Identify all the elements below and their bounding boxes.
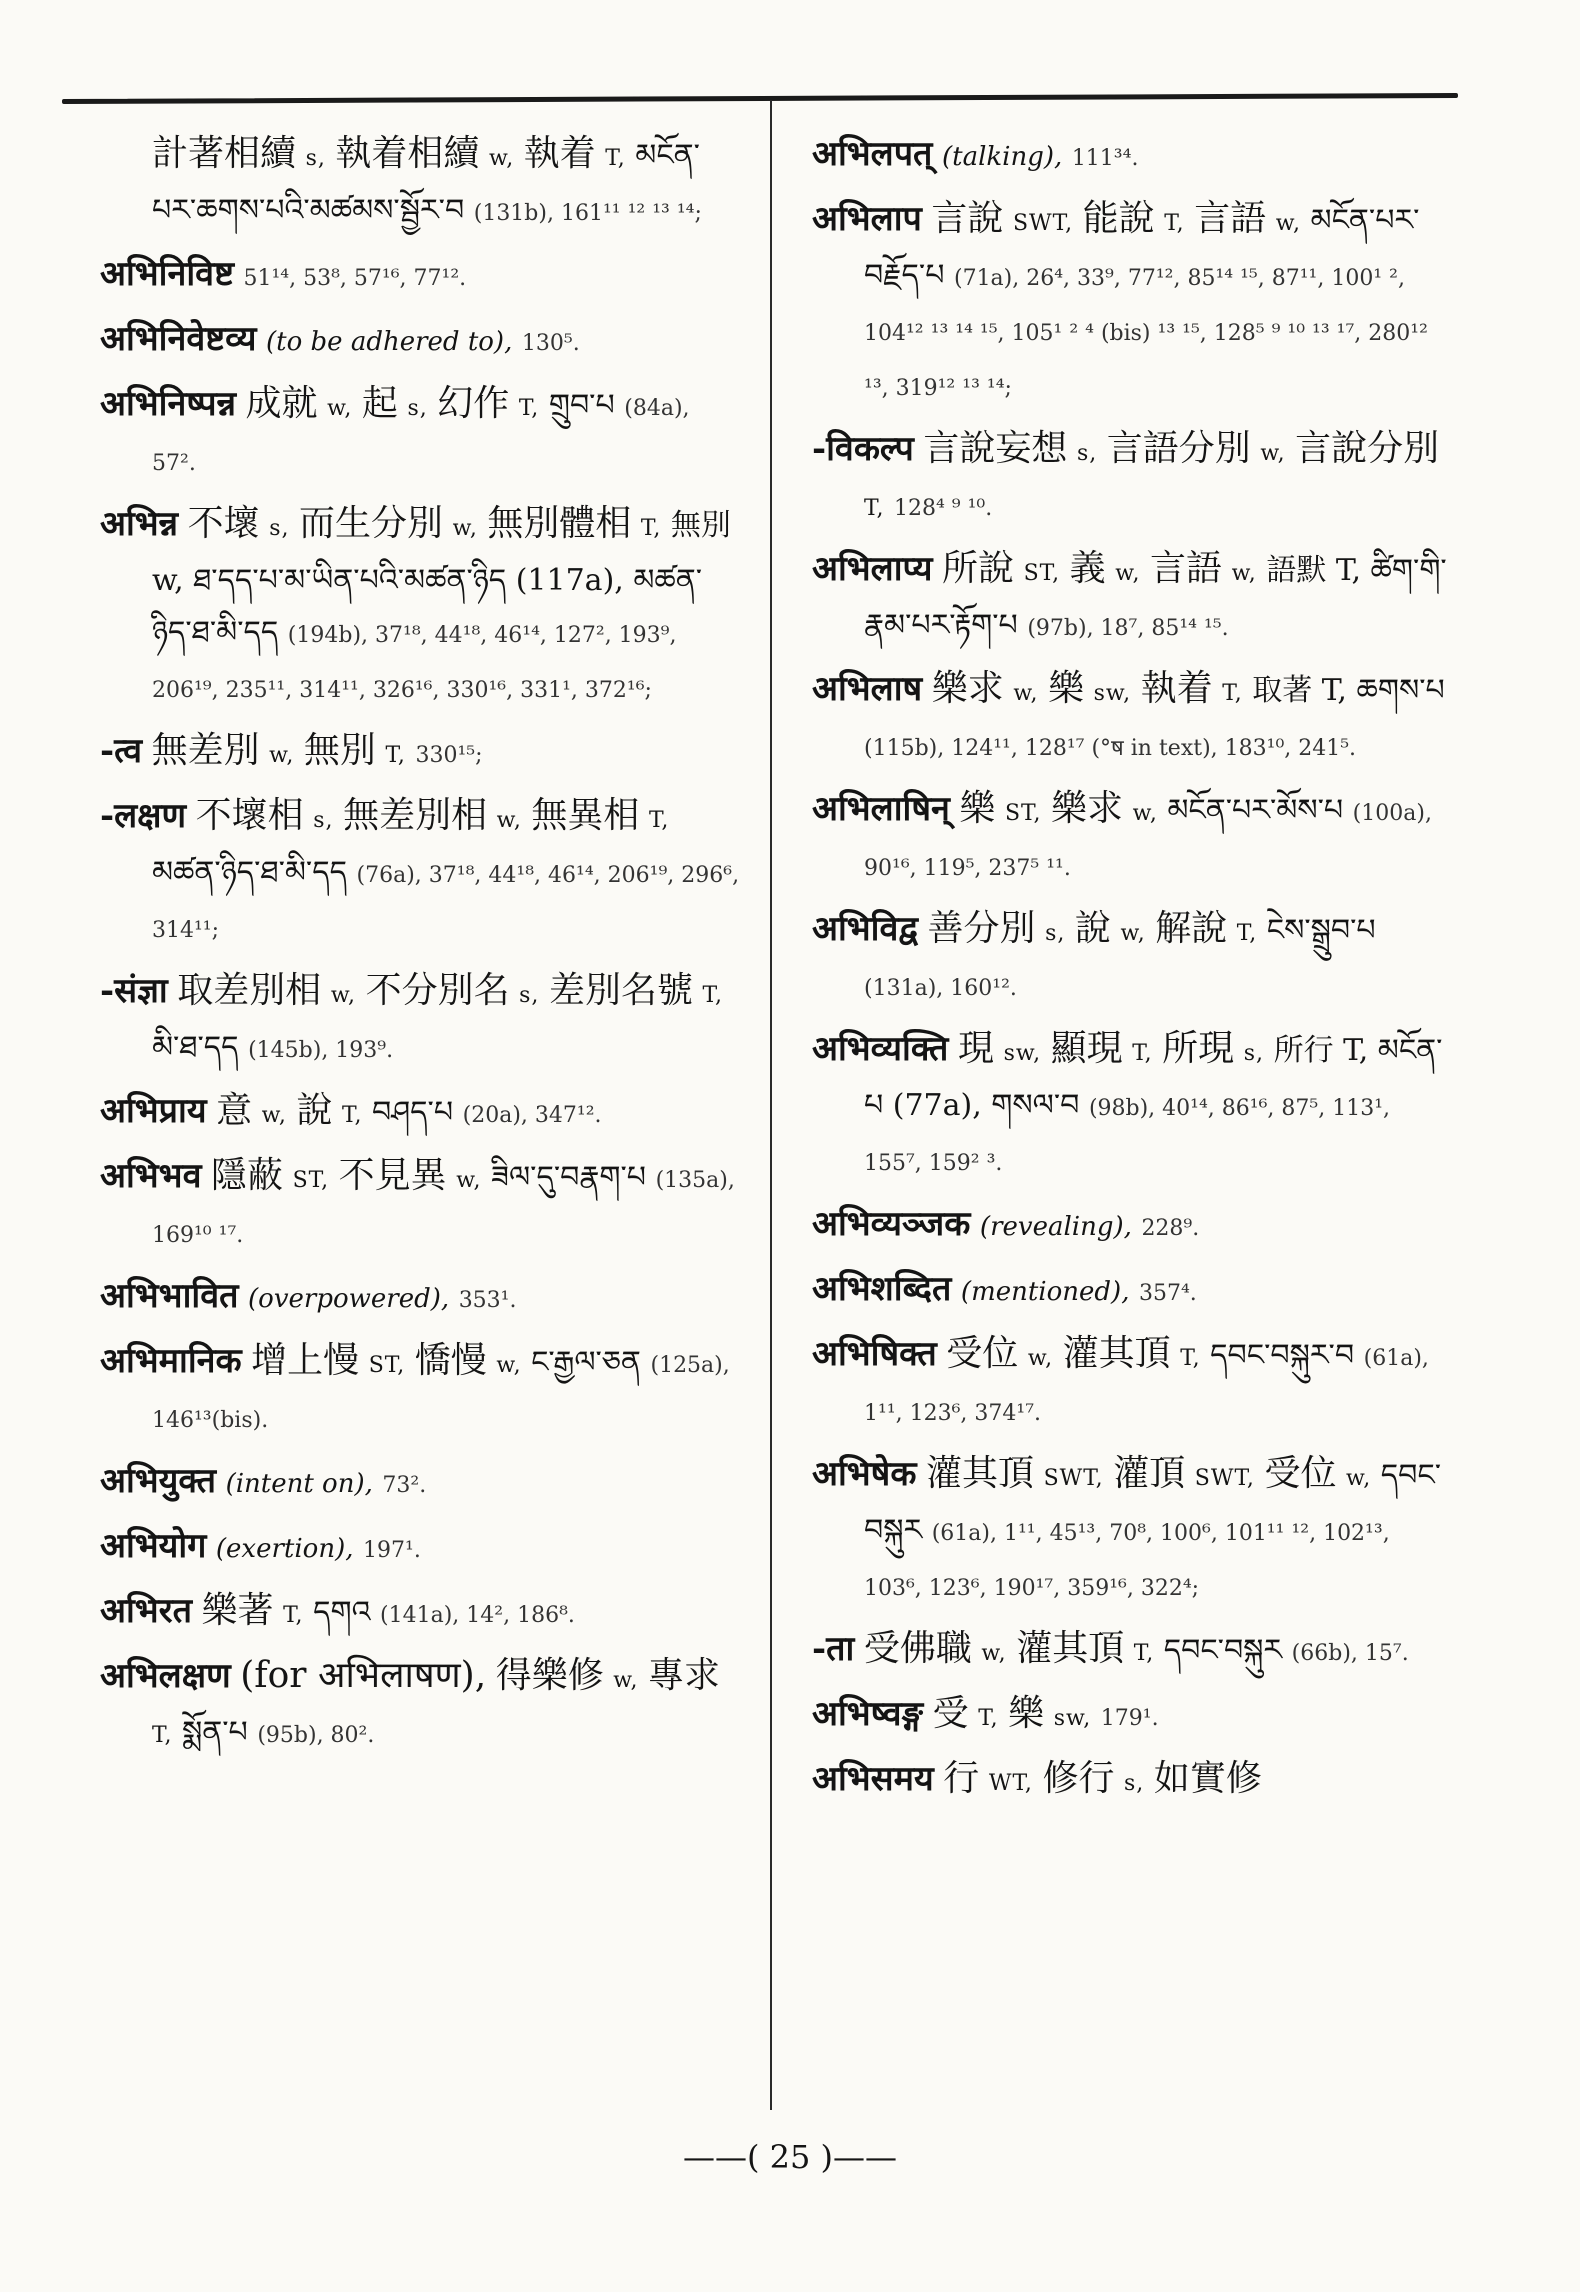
chinese-term: 受: [932, 1693, 969, 1734]
dictionary-entry: [100, 790, 740, 957]
page-reference: 228⁹.: [1141, 1216, 1200, 1241]
chinese-term: 增上慢: [251, 1340, 360, 1381]
chinese-term: 樂求: [1051, 788, 1124, 829]
page-reference: (145b), 193⁹.: [248, 1038, 394, 1063]
chinese-term: 修行: [1042, 1758, 1115, 1799]
headword: -विकल्प: [812, 429, 914, 469]
source-siglum: w,: [330, 983, 357, 1008]
dictionary-entry: [100, 378, 740, 490]
tibetan-term: དབང་བསྐུར: [864, 1458, 1442, 1548]
chinese-term: 善分別: [927, 908, 1036, 949]
source-siglum: T,: [1236, 921, 1258, 946]
source-siglum: w,: [269, 743, 295, 768]
headword: अभिव्यक्ति: [812, 1029, 949, 1069]
source-siglum: T,: [1180, 1346, 1201, 1371]
source-siglum: w,: [261, 1103, 287, 1128]
english-gloss: (mentioned),: [960, 1277, 1130, 1307]
source-siglum: T,: [864, 496, 885, 521]
source-siglum: T,: [648, 808, 670, 833]
source-siglum: T,: [342, 1103, 363, 1128]
dictionary-entry: [812, 1328, 1452, 1440]
page-reference: (141a), 14², 186⁸.: [380, 1603, 575, 1628]
page-reference: 197¹.: [363, 1538, 421, 1563]
source-siglum: SWT,: [1194, 1466, 1255, 1491]
source-siglum: w,: [1260, 441, 1286, 466]
source-siglum: w,: [1346, 1466, 1372, 1491]
dictionary-entry: [812, 1688, 1452, 1745]
source-siglum: s,: [1124, 1771, 1145, 1796]
source-siglum: s,: [407, 396, 428, 421]
tibetan-term: ང་རྒྱལ་ཅན: [531, 1345, 641, 1380]
source-siglum: T,: [1133, 1641, 1155, 1666]
chinese-term: 解說: [1155, 908, 1228, 949]
dictionary-entry: [812, 903, 1452, 1015]
dictionary-entry: [100, 313, 740, 370]
source-siglum: T,: [978, 1706, 999, 1731]
dictionary-entry: [100, 1085, 740, 1142]
chinese-term: 顯現: [1050, 1028, 1123, 1069]
source-siglum: s,: [519, 983, 540, 1008]
dictionary-entry: [812, 543, 1452, 655]
headword: अभिशब्दित: [812, 1269, 952, 1309]
headword: अभिलाषिन्: [812, 789, 950, 829]
headword: अभिलपत्: [812, 134, 933, 174]
dictionary-entry: [812, 1448, 1452, 1615]
dictionary-entry: [100, 1335, 740, 1447]
tibetan-term: མི་ཐ་དད: [152, 1030, 239, 1065]
chinese-term: 計著相續: [152, 133, 297, 174]
page-reference: (194b), 37¹⁸, 44¹⁸, 46¹⁴, 127², 193⁹, 206¹⁹, 235¹¹, 314¹¹, 326¹⁶, 330¹⁶, 331¹, 372¹⁶;: [152, 623, 677, 703]
dictionary-entry: [812, 423, 1452, 535]
source-siglum: s,: [269, 516, 290, 541]
source-siglum: w,: [1231, 561, 1257, 586]
source-siglum: sw,: [1093, 681, 1132, 706]
headword: अभिविद्व: [812, 909, 918, 949]
chinese-term: 現: [958, 1028, 995, 1069]
headword: अभिभावित: [100, 1276, 239, 1316]
headword: अभिनिवेष्टव्य: [100, 319, 257, 359]
page-reference: (61a), 1¹¹, 123⁶, 374¹⁷.: [864, 1346, 1429, 1426]
english-gloss: (to be adhered to),: [266, 327, 513, 357]
chinese-term: 言語分別: [1106, 428, 1251, 469]
source-siglum: T,: [283, 1603, 304, 1628]
source-siglum: SWT,: [1012, 211, 1074, 236]
page-reference: (125a), 146¹³(bis).: [152, 1353, 730, 1433]
chinese-term: 樂: [1008, 1693, 1045, 1734]
headword: -त्व: [100, 731, 143, 771]
dictionary-entry: [100, 1270, 740, 1327]
chinese-term: 無別體相: [487, 503, 632, 544]
english-gloss: (intent on),: [225, 1469, 373, 1499]
chinese-term: 不壞相: [195, 795, 304, 836]
chinese-term: 受位: [946, 1333, 1019, 1374]
chinese-term: 執着: [1140, 668, 1213, 709]
chinese-term: 義: [1069, 548, 1106, 589]
chinese-term: 意: [216, 1090, 253, 1131]
page-reference: (84a), 57².: [152, 396, 690, 476]
chinese-term: 起: [361, 383, 398, 424]
source-siglum: T,: [385, 743, 406, 768]
dictionary-entry: [812, 1753, 1452, 1810]
dictionary-entry: [100, 1650, 740, 1762]
headword: अभिरत: [100, 1591, 192, 1631]
tibetan-term: དབང་བསྐུར་བ: [1210, 1338, 1355, 1373]
headword: अभियुक्त: [100, 1461, 217, 1501]
source-siglum: T,: [640, 516, 662, 541]
headword: अभिसमय: [812, 1759, 934, 1799]
chinese-term: 樂: [1048, 668, 1085, 709]
source-siglum: s,: [305, 146, 326, 171]
chinese-term: 無差別相: [343, 795, 488, 836]
source-siglum: T,: [1164, 211, 1185, 236]
chinese-term: 灌其頂: [1016, 1628, 1125, 1669]
dictionary-entry: [100, 965, 740, 1077]
headword: अभिभव: [100, 1156, 202, 1196]
tibetan-term: མངོན་པར་ཆགས་པའི་མཚམས་སྦྱོར་བ: [152, 138, 700, 228]
source-siglum: w,: [327, 396, 353, 421]
dictionary-entry: [812, 663, 1452, 775]
headword: अभिमानिक: [100, 1341, 242, 1381]
page-reference: 73².: [382, 1473, 427, 1498]
dictionary-entry: [100, 1585, 740, 1642]
source-siglum: WT,: [988, 1771, 1033, 1796]
tibetan-term: དགའ: [313, 1595, 371, 1630]
chinese-term: 行: [943, 1758, 980, 1799]
page-reference: (100a), 90¹⁶, 119⁵, 237⁵ ¹¹.: [864, 801, 1432, 881]
chinese-term: 執着相續: [335, 133, 480, 174]
tibetan-term: ངེས་སྒྲུབ་པ: [1266, 913, 1376, 948]
english-gloss: (talking),: [941, 142, 1063, 172]
dictionary-entry: [812, 783, 1452, 895]
page-reference: (66b), 15⁷.: [1291, 1641, 1409, 1666]
headword: अभिनिविष्ट: [100, 254, 234, 294]
chinese-term: 灌其頂: [1062, 1333, 1171, 1374]
chinese-term: 無差別: [151, 730, 260, 771]
source-siglum: w,: [488, 146, 515, 171]
english-gloss: (revealing),: [979, 1212, 1132, 1242]
headword: अभिलाप्य: [812, 549, 933, 589]
chinese-term: 而生分別: [299, 503, 444, 544]
chinese-term: 言語: [1194, 198, 1267, 239]
tibetan-term: དབང་བསྐུར: [1163, 1633, 1283, 1668]
dictionary-entry: [100, 1520, 740, 1577]
chinese-term: 所現: [1162, 1028, 1235, 1069]
chinese-term: 得樂修: [495, 1655, 604, 1696]
source-siglum: T,: [605, 146, 626, 171]
dictionary-entry: [100, 248, 740, 305]
source-siglum: sw,: [1003, 1041, 1042, 1066]
headword: -संज्ञा: [100, 971, 168, 1011]
chinese-term: 如實修: [1153, 1758, 1262, 1799]
source-siglum: w,: [1013, 681, 1039, 706]
page-reference: (131a), 160¹².: [864, 976, 1017, 1001]
right-column: [812, 128, 1452, 1818]
tibetan-term: བཤད་པ: [371, 1095, 454, 1130]
chinese-term: 不見異: [338, 1155, 447, 1196]
dictionary-entry: [812, 1198, 1452, 1255]
chinese-term: 不分別名: [365, 970, 510, 1011]
source-siglum: s,: [1243, 1041, 1265, 1066]
chinese-term: (for अभिलाषण),: [240, 1655, 487, 1696]
page-reference: (98b), 40¹⁴, 86¹⁶, 87⁵, 113¹, 155⁷, 159² ³.: [864, 1096, 1391, 1176]
page-reference: 357⁴.: [1139, 1281, 1197, 1306]
source-siglum: w,: [981, 1641, 1007, 1666]
chinese-term: 樂著: [201, 1590, 274, 1631]
headword: अभिलाप: [812, 199, 922, 239]
chinese-term: 言說分別: [1295, 428, 1440, 469]
chinese-term: 不壞: [187, 503, 260, 544]
source-siglum: T,: [702, 983, 723, 1008]
page-reference: (115b), 124¹¹, 128¹⁷ (°ष in text), 183¹⁰, 241⁵.: [864, 736, 1357, 761]
tibetan-term: ཟིལ་དུ་བརྣག་པ: [491, 1160, 647, 1195]
dictionary-entry: [100, 1150, 740, 1262]
headword: अभिष्वङ्ग: [812, 1694, 924, 1734]
page-reference: 130⁵.: [521, 331, 580, 356]
dictionary-entry: [812, 1263, 1452, 1320]
headword: अभिलक्षण: [100, 1656, 231, 1696]
source-siglum: T,: [1222, 681, 1243, 706]
headword: अभिषिक्त: [812, 1334, 937, 1374]
chinese-term: 執着: [523, 133, 596, 174]
page-reference: (97b), 18⁷, 85¹⁴ ¹⁵.: [1027, 616, 1229, 641]
chinese-term: 受位: [1264, 1453, 1337, 1494]
chinese-term: 幻作: [437, 383, 510, 424]
page-reference: 128⁴ ⁹ ¹⁰.: [893, 496, 993, 521]
dictionary-entry: [812, 128, 1452, 185]
headword: अभिषेक: [812, 1454, 917, 1494]
source-siglum: s,: [1076, 441, 1098, 466]
dictionary-entry: [812, 1623, 1452, 1680]
page-reference: 111³⁴.: [1071, 146, 1139, 171]
chinese-term: 樂: [959, 788, 996, 829]
chinese-term: 無別: [303, 730, 376, 771]
page-reference: (20a), 347¹².: [462, 1103, 602, 1128]
english-gloss: (overpowered),: [248, 1284, 450, 1314]
source-siglum: w,: [496, 1353, 522, 1378]
headword: अभिलाष: [812, 669, 923, 709]
headword: अभिप्राय: [100, 1091, 207, 1131]
chinese-term: 憍慢: [414, 1340, 487, 1381]
chinese-term: 所說: [942, 548, 1015, 589]
source-siglum: ST,: [292, 1168, 330, 1193]
page-reference: 51¹⁴, 53⁸, 57¹⁶, 77¹².: [243, 266, 467, 291]
dictionary-entry: [100, 498, 740, 717]
page-reference: (135a), 169¹⁰ ¹⁷.: [152, 1168, 735, 1248]
chinese-term: 言語: [1150, 548, 1223, 589]
page-reference: 179¹.: [1100, 1706, 1159, 1731]
source-siglum: w,: [613, 1668, 639, 1693]
source-siglum: w,: [1115, 561, 1141, 586]
tibetan-term: སྨོན་པ: [181, 1715, 248, 1750]
source-siglum: sw,: [1053, 1706, 1092, 1731]
source-siglum: T,: [152, 1723, 173, 1748]
headword: अभिनिष्पन्न: [100, 384, 236, 424]
chinese-term: 樂求: [931, 668, 1004, 709]
left-column: [100, 128, 740, 1770]
source-siglum: ST,: [1023, 561, 1061, 586]
column-divider: [770, 100, 772, 2110]
tibetan-term: 無別 w, ཐ་དད་པ་མ་ཡིན་པའི་མཚན་ཉིད (117a), མཚན་ཉིད་ཐ་མི་དད: [152, 508, 731, 650]
headword: -लक्षण: [100, 796, 187, 836]
dictionary-entry: [100, 1455, 740, 1512]
page-reference: (61a), 1¹¹, 45¹³, 70⁸, 100⁶, 101¹¹ ¹², 102¹³, 103⁶, 123⁶, 190¹⁷, 359¹⁶, 322⁴;: [864, 1521, 1390, 1601]
headword: अभियोग: [100, 1526, 207, 1566]
page-reference: (71a), 26⁴, 33⁹, 77¹², 85¹⁴ ¹⁵, 87¹¹, 100¹ ², 104¹² ¹³ ¹⁴ ¹⁵, 105¹ ² ⁴ (bis) ¹³ ¹⁵, 128⁵ ⁹ ¹⁰ ¹³ ¹⁷, 280¹² ¹³, 319¹² ¹³ ¹⁴;: [864, 266, 1428, 401]
source-siglum: SWT,: [1043, 1466, 1104, 1491]
source-siglum: T,: [518, 396, 540, 421]
chinese-term: 說: [296, 1090, 333, 1131]
source-siglum: w,: [496, 808, 522, 833]
chinese-term: 言說: [931, 198, 1004, 239]
tibetan-term: 取著 T, ཆགས་པ: [1252, 673, 1445, 708]
source-siglum: s,: [313, 808, 334, 833]
chinese-term: 隱蔽: [211, 1155, 284, 1196]
dictionary-entry: [812, 1023, 1452, 1190]
dictionary-entry: [100, 128, 740, 240]
source-siglum: T,: [1132, 1041, 1153, 1066]
tibetan-term: མངོན་པར་མོས་པ: [1167, 793, 1344, 828]
tibetan-term: མཚན་ཉིད་ཐ་མི་དད: [152, 855, 347, 890]
source-siglum: s,: [1045, 921, 1066, 946]
source-siglum: w,: [1132, 801, 1158, 826]
chinese-term: 受佛職: [863, 1628, 972, 1669]
source-siglum: ST,: [368, 1353, 406, 1378]
source-siglum: w,: [1120, 921, 1146, 946]
chinese-term: 能說: [1082, 198, 1155, 239]
headword: अभिव्यञ्जक: [812, 1204, 971, 1244]
source-siglum: w,: [1275, 211, 1301, 236]
dictionary-entry: [100, 725, 740, 782]
chinese-term: 灌頂: [1113, 1453, 1186, 1494]
source-siglum: w,: [456, 1168, 482, 1193]
page-reference: 353¹.: [458, 1288, 517, 1313]
chinese-term: 差別名號: [548, 970, 693, 1011]
page-number: ——( 25 )——: [682, 2138, 898, 2176]
headword: -ता: [812, 1629, 855, 1669]
page-reference: (76a), 37¹⁸, 44¹⁸, 46¹⁴, 206¹⁹, 296⁶, 314¹¹;: [152, 863, 740, 943]
chinese-term: 言說妄想: [923, 428, 1068, 469]
headword: अभिन्न: [100, 504, 179, 544]
source-siglum: w,: [452, 516, 478, 541]
page-reference: (95b), 80².: [257, 1723, 375, 1748]
tibetan-term: མངོན་པར་བརྗོད་པ: [864, 203, 1420, 293]
chinese-term: 專求: [648, 1655, 721, 1696]
chinese-term: 無異相: [531, 795, 640, 836]
tibetan-term: 語默 T, ཚིག་གི་རྣམ་པར་རྟོག་པ: [864, 553, 1447, 643]
chinese-term: 成就: [245, 383, 318, 424]
dictionary-entry: [812, 193, 1452, 415]
chinese-term: 灌其頂: [926, 1453, 1035, 1494]
tibetan-term: གྲུབ་པ: [548, 388, 615, 423]
tibetan-term: 所行 T, མངོན་པ (77a), གསལ་བ: [864, 1033, 1443, 1123]
chinese-term: 取差別相: [177, 970, 322, 1011]
page-reference: 330¹⁵;: [415, 743, 483, 768]
chinese-term: 說: [1074, 908, 1111, 949]
english-gloss: (exertion),: [215, 1534, 354, 1564]
source-siglum: ST,: [1004, 801, 1042, 826]
source-siglum: w,: [1027, 1346, 1054, 1371]
page-reference: (131b), 161¹¹ ¹² ¹³ ¹⁴;: [473, 201, 702, 226]
top-rule: [62, 93, 1458, 104]
